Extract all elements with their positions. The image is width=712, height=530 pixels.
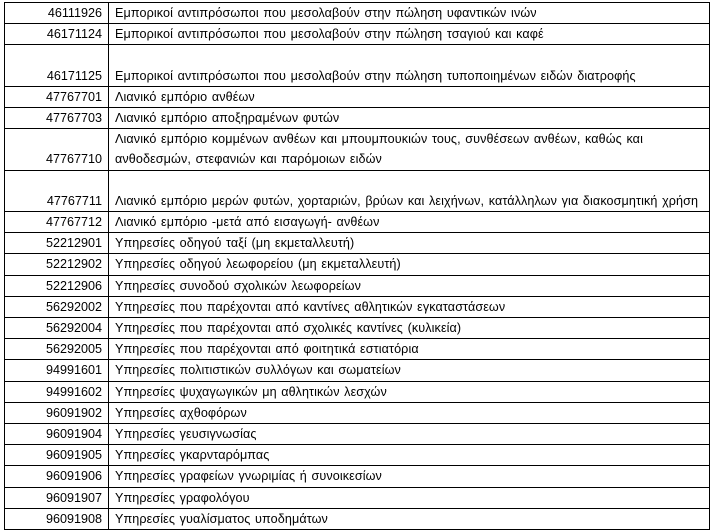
activity-description-cell: Υπηρεσίες που παρέχονται από καντίνες αθλητικών εγκαταστάσεων — [109, 296, 710, 317]
activity-code-cell: 47767701 — [5, 86, 109, 107]
activity-code-cell: 52212901 — [5, 233, 109, 254]
activity-code-cell: 47767703 — [5, 108, 109, 129]
activity-code-cell: 46111926 — [5, 3, 109, 24]
table-row — [5, 466, 710, 487]
activity-description-cell: Υπηρεσίες συνοδού σχολικών λεωφορείων — [109, 275, 710, 296]
activity-description-cell: Υπηρεσίες οδηγού λεωφορείου (μη εκμεταλλευτή) — [109, 254, 710, 275]
activity-code-cell: 96091904 — [5, 424, 109, 445]
activity-description-cell: Υπηρεσίες γυαλίσματος υποδημάτων — [109, 508, 710, 529]
table-body — [5, 3, 710, 530]
activity-code-cell: 47767711 — [5, 170, 109, 211]
activity-description-cell: Εμπορικοί αντιπρόσωποι που μεσολαβούν στην πώληση τσαγιού και καφέ — [109, 24, 710, 45]
activity-codes-table — [4, 2, 710, 530]
table-row — [5, 129, 710, 170]
activity-code-cell: 52212906 — [5, 275, 109, 296]
table-row — [5, 402, 710, 423]
activity-code-cell: 52212902 — [5, 254, 109, 275]
activity-code-cell: 94991602 — [5, 381, 109, 402]
table-row — [5, 275, 710, 296]
table-row — [5, 424, 710, 445]
table-row — [5, 318, 710, 339]
activity-description-cell: Λιανικό εμπόριο μερών φυτών, χορταριών, βρύων και λειχήνων, κατάλληλων για διακοσμητική χρήση — [109, 170, 710, 211]
table-row — [5, 24, 710, 45]
activity-code-cell: 56292005 — [5, 339, 109, 360]
table-row — [5, 445, 710, 466]
table-row — [5, 212, 710, 233]
activity-code-cell: 94991601 — [5, 360, 109, 381]
table-row — [5, 233, 710, 254]
activity-code-cell: 96091902 — [5, 402, 109, 423]
activity-description-cell: Υπηρεσίες γραφολόγου — [109, 487, 710, 508]
activity-description-cell: Υπηρεσίες που παρέχονται από σχολικές καντίνες (κυλικεία) — [109, 318, 710, 339]
activity-code-cell: 96091908 — [5, 508, 109, 529]
activity-code-cell: 47767712 — [5, 212, 109, 233]
activity-code-cell: 46171124 — [5, 24, 109, 45]
table-row — [5, 360, 710, 381]
activity-code-cell: 56292004 — [5, 318, 109, 339]
activity-description-cell: Υπηρεσίες γκαρνταρόμπας — [109, 445, 710, 466]
table-row — [5, 3, 710, 24]
activity-description-cell: Υπηρεσίες που παρέχονται από φοιτητικά εστιατόρια — [109, 339, 710, 360]
table-row — [5, 254, 710, 275]
activity-description-cell: Υπηρεσίες γευσιγνωσίας — [109, 424, 710, 445]
activity-description-cell: Λιανικό εμπόριο -μετά από εισαγωγή- ανθέων — [109, 212, 710, 233]
table-row — [5, 508, 710, 529]
activity-code-cell: 96091905 — [5, 445, 109, 466]
activity-description-cell: Λιανικό εμπόριο κομμένων ανθέων και μπουμπουκιών τους, συνθέσεων ανθέων, καθώς και ανθοδεσμών, στεφανιών και παρόμοιων ειδών — [109, 129, 710, 170]
table-row — [5, 381, 710, 402]
activity-description-cell: Λιανικό εμπόριο ανθέων — [109, 86, 710, 107]
activity-code-cell: 96091907 — [5, 487, 109, 508]
activity-description-cell: Υπηρεσίες οδηγού ταξί (μη εκμεταλλευτή) — [109, 233, 710, 254]
activity-description-cell: Λιανικό εμπόριο αποξηραμένων φυτών — [109, 108, 710, 129]
table-row — [5, 487, 710, 508]
activity-code-cell: 47767710 — [5, 129, 109, 170]
table-row — [5, 86, 710, 107]
activity-description-cell: Υπηρεσίες πολιτιστικών συλλόγων και σωματείων — [109, 360, 710, 381]
activity-description-cell: Υπηρεσίες γραφείων γνωριμίας ή συνοικεσίων — [109, 466, 710, 487]
table-row — [5, 339, 710, 360]
activity-description-cell: Εμπορικοί αντιπρόσωποι που μεσολαβούν στην πώληση υφαντικών ινών — [109, 3, 710, 24]
activity-code-cell: 56292002 — [5, 296, 109, 317]
activity-description-cell: Εμπορικοί αντιπρόσωποι που μεσολαβούν στην πώληση τυποποιημένων ειδών διατροφής — [109, 45, 710, 86]
activity-code-cell: 46171125 — [5, 45, 109, 86]
table-row — [5, 108, 710, 129]
activity-description-cell: Υπηρεσίες ψυχαγωγικών μη αθλητικών λεσχών — [109, 381, 710, 402]
table-row — [5, 296, 710, 317]
table-row — [5, 45, 710, 86]
table-row — [5, 170, 710, 211]
activity-code-cell: 96091906 — [5, 466, 109, 487]
activity-description-cell: Υπηρεσίες αχθοφόρων — [109, 402, 710, 423]
